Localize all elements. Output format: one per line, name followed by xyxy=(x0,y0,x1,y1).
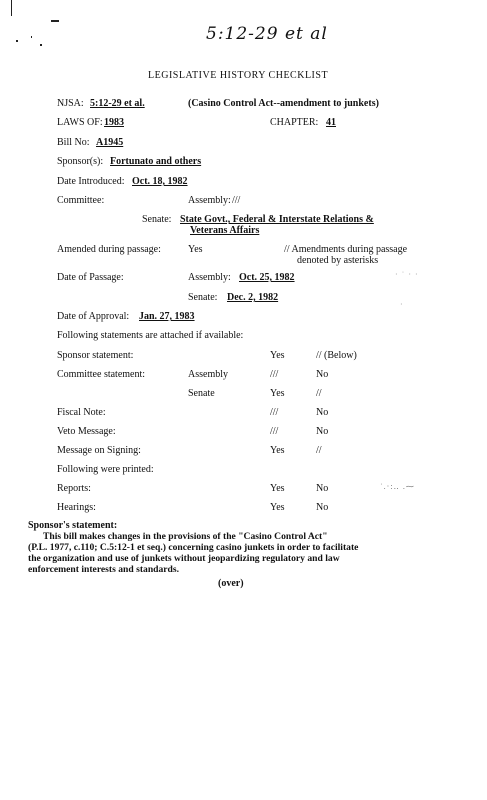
scan-mark-dash xyxy=(51,20,59,22)
printed-label: Reports: xyxy=(57,483,91,494)
printed-col1: Yes xyxy=(270,483,285,494)
sponsor-statement-line: enforcement interests and standards. xyxy=(28,564,180,575)
sponsor-statement-line: (P.L. 1977, c.110; C.5:12-1 et seq.) concerning casino junkets in order to facilitate xyxy=(28,542,359,553)
amended-label: Amended during passage: xyxy=(57,244,161,255)
statement-label: Message on Signing: xyxy=(57,445,141,456)
statement-col2: No xyxy=(316,369,329,380)
statement-label: Committee statement: xyxy=(57,369,146,380)
committee-label: Committee: xyxy=(57,195,105,206)
statement-col1: /// xyxy=(270,426,279,437)
laws-of-label: LAWS OF: xyxy=(57,117,103,128)
date-introduced-value: Oct. 18, 1982 xyxy=(132,176,188,187)
laws-of-value: 1983 xyxy=(104,117,124,128)
date-introduced-label: Date Introduced: xyxy=(57,176,125,187)
statement-col2: No xyxy=(316,426,329,437)
footer-over: (over) xyxy=(218,578,244,589)
scan-mark-dot xyxy=(16,40,18,42)
committee-assembly-value: /// xyxy=(232,195,241,206)
approval-label: Date of Approval: xyxy=(57,311,130,322)
scan-mark-line xyxy=(11,0,12,16)
passage-senate-label: Senate: xyxy=(188,292,218,303)
amended-note-2: denoted by asterisks xyxy=(297,255,379,266)
page-title: LEGISLATIVE HISTORY CHECKLIST xyxy=(148,70,329,81)
committee-senate-label: Senate: xyxy=(142,214,172,225)
njsa-description: (Casino Control Act--amendment to junkets) xyxy=(188,98,379,109)
passage-assembly-value: Oct. 25, 1982 xyxy=(239,272,295,283)
statement-col2: // xyxy=(316,388,322,399)
chapter-value: 41 xyxy=(326,117,336,128)
amended-note-1: // Amendments during passage xyxy=(284,244,408,255)
statement-label: Sponsor statement: xyxy=(57,350,134,361)
committee-assembly-label: Assembly: xyxy=(188,195,231,206)
bill-no-label: Bill No: xyxy=(57,137,90,148)
statement-col2: No xyxy=(316,407,329,418)
sponsor-statement-heading: Sponsor's statement: xyxy=(28,520,118,531)
statement-col2: // (Below) xyxy=(316,350,357,361)
sponsor-statement-line: the organization and use of junkets without jeopardizing regulatory and law xyxy=(28,553,340,564)
approval-value: Jan. 27, 1983 xyxy=(139,311,195,322)
printed-intro: Following were printed: xyxy=(57,464,154,475)
passage-assembly-label: Assembly: xyxy=(188,272,231,283)
statement-sub: Senate xyxy=(188,388,215,399)
scan-mark-dot xyxy=(31,36,32,38)
committee-senate-value-1: State Govt., Federal & Interstate Relations & xyxy=(180,214,374,225)
njsa-value: 5:12-29 et al. xyxy=(90,98,145,109)
amended-value: Yes xyxy=(188,244,203,255)
statement-col2: // xyxy=(316,445,322,456)
printed-label: Hearings: xyxy=(57,502,96,513)
njsa-label: NJSA: xyxy=(57,98,84,109)
passage-senate-value: Dec. 2, 1982 xyxy=(227,292,279,303)
statement-label: Fiscal Note: xyxy=(57,407,106,418)
statement-col1: Yes xyxy=(270,388,285,399)
committee-senate-value-2: Veterans Affairs xyxy=(190,225,260,236)
printed-col2: No xyxy=(316,483,329,494)
statement-col1: Yes xyxy=(270,350,285,361)
scan-noise: · ˙ · · xyxy=(395,270,419,279)
statement-col1: /// xyxy=(270,369,279,380)
statement-col1: Yes xyxy=(270,445,285,456)
scan-noise: · xyxy=(400,300,404,309)
passage-label: Date of Passage: xyxy=(57,272,124,283)
handwritten-note: 5:12-29 et al xyxy=(206,24,328,44)
scan-noise: ˙.·:‥ .⁓ xyxy=(380,482,415,491)
statement-col1: /// xyxy=(270,407,279,418)
sponsors-label: Sponsor(s): xyxy=(57,156,104,167)
statement-sub: Assembly xyxy=(188,369,228,380)
printed-col1: Yes xyxy=(270,502,285,513)
chapter-label: CHAPTER: xyxy=(270,117,319,128)
attached-intro: Following statements are attached if available: xyxy=(57,330,244,341)
printed-col2: No xyxy=(316,502,329,513)
sponsors-value: Fortunato and others xyxy=(110,156,202,167)
statement-label: Veto Message: xyxy=(57,426,116,437)
scan-mark-dot xyxy=(40,44,42,46)
bill-no-value: A1945 xyxy=(96,137,124,148)
sponsor-statement-line: This bill makes changes in the provisions of the "Casino Control Act" xyxy=(43,531,328,542)
